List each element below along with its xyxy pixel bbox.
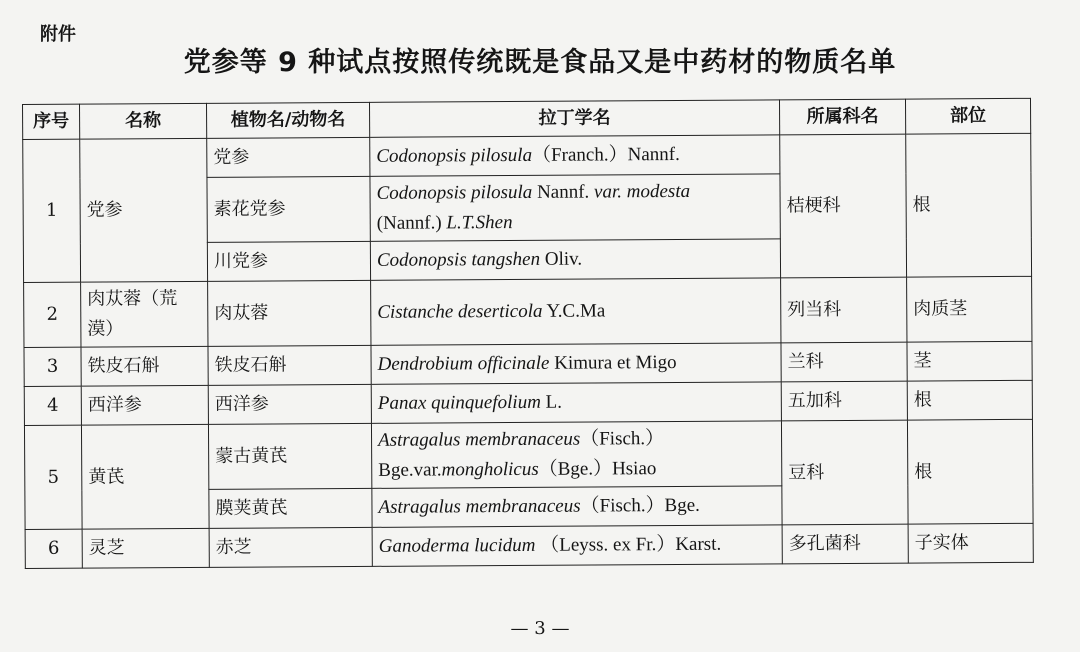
row-no: 6: [25, 529, 82, 568]
row-name: 铁皮石斛: [81, 346, 208, 386]
row-plant: 膜荚黄芪: [209, 488, 372, 528]
table-row: [24, 341, 1032, 386]
row-part: 子实体: [908, 523, 1033, 563]
row-part: 茎: [907, 341, 1032, 381]
row-plant: 西洋参: [208, 384, 371, 424]
row-family: 兰科: [781, 342, 907, 382]
row-plant: 赤芝: [209, 527, 372, 567]
table-row: [24, 276, 1032, 347]
row-plant: 铁皮石斛: [208, 345, 371, 385]
row-family: 多孔菌科: [782, 524, 908, 564]
row-no: 5: [24, 425, 82, 529]
header-part: 部位: [905, 98, 1030, 134]
row-plant: 川党参: [207, 241, 370, 281]
row-name: 党参: [80, 138, 208, 282]
row-no: 1: [23, 139, 81, 282]
attachment-label: 附件: [40, 24, 76, 45]
row-part: 根: [907, 380, 1032, 420]
row-latin: Codonopsis pilosula Nannf. var. modesta (Nannf.) L.T.Shen: [370, 174, 780, 242]
table-row: [24, 380, 1032, 425]
row-latin: Astragalus membranaceus（Fisch.） Bge.var.mongholicus（Bge.）Hsiao: [371, 421, 781, 489]
row-part: 根: [907, 419, 1033, 524]
row-name: 灵芝: [82, 528, 209, 568]
header-no: 序号: [23, 104, 80, 139]
header-family: 所属科名: [779, 99, 905, 135]
row-family: 桔梗科: [780, 134, 907, 278]
row-latin: Dendrobium officinale Kimura et Migo: [371, 343, 781, 385]
row-family: 豆科: [781, 420, 908, 525]
row-no: 3: [24, 347, 81, 386]
row-name: 肉苁蓉（荒漠）: [81, 281, 208, 347]
document-title: 党参等 9 种试点按照传统既是食品又是中药材的物质名单: [183, 47, 897, 78]
row-plant: 党参: [207, 137, 370, 177]
row-plant: 蒙古黄芪: [208, 423, 371, 489]
row-latin: Ganoderma lucidum （Leyss. ex Fr.）Karst.: [372, 525, 782, 567]
row-latin: Codonopsis tangshen Oliv.: [370, 239, 780, 281]
row-latin: Cistanche deserticola Y.C.Ma: [371, 278, 781, 346]
row-latin: Panax quinquefolium L.: [371, 382, 781, 424]
row-latin: Codonopsis pilosula（Franch.）Nannf.: [370, 135, 780, 177]
substance-list-table: [22, 98, 1034, 569]
row-plant: 素花党参: [207, 176, 370, 242]
row-part: 肉质茎: [907, 276, 1032, 342]
row-no: 4: [24, 386, 81, 425]
header-plant: 植物名/动物名: [206, 102, 369, 138]
row-family: 五加科: [781, 381, 907, 421]
row-name: 西洋参: [81, 385, 208, 425]
row-no: 2: [24, 282, 81, 347]
row-latin: Astragalus membranaceus（Fisch.）Bge.: [372, 486, 782, 528]
header-name: 名称: [80, 103, 207, 139]
row-part: 根: [906, 133, 1032, 277]
row-plant: 肉苁蓉: [208, 280, 371, 346]
table-row: [25, 523, 1033, 568]
table-row: [24, 419, 1032, 490]
page-number: — 3 —: [510, 618, 570, 639]
row-name: 黄芪: [81, 424, 209, 529]
row-family: 列当科: [781, 277, 907, 343]
table-row: [23, 133, 1031, 178]
header-latin: 拉丁学名: [369, 100, 779, 138]
